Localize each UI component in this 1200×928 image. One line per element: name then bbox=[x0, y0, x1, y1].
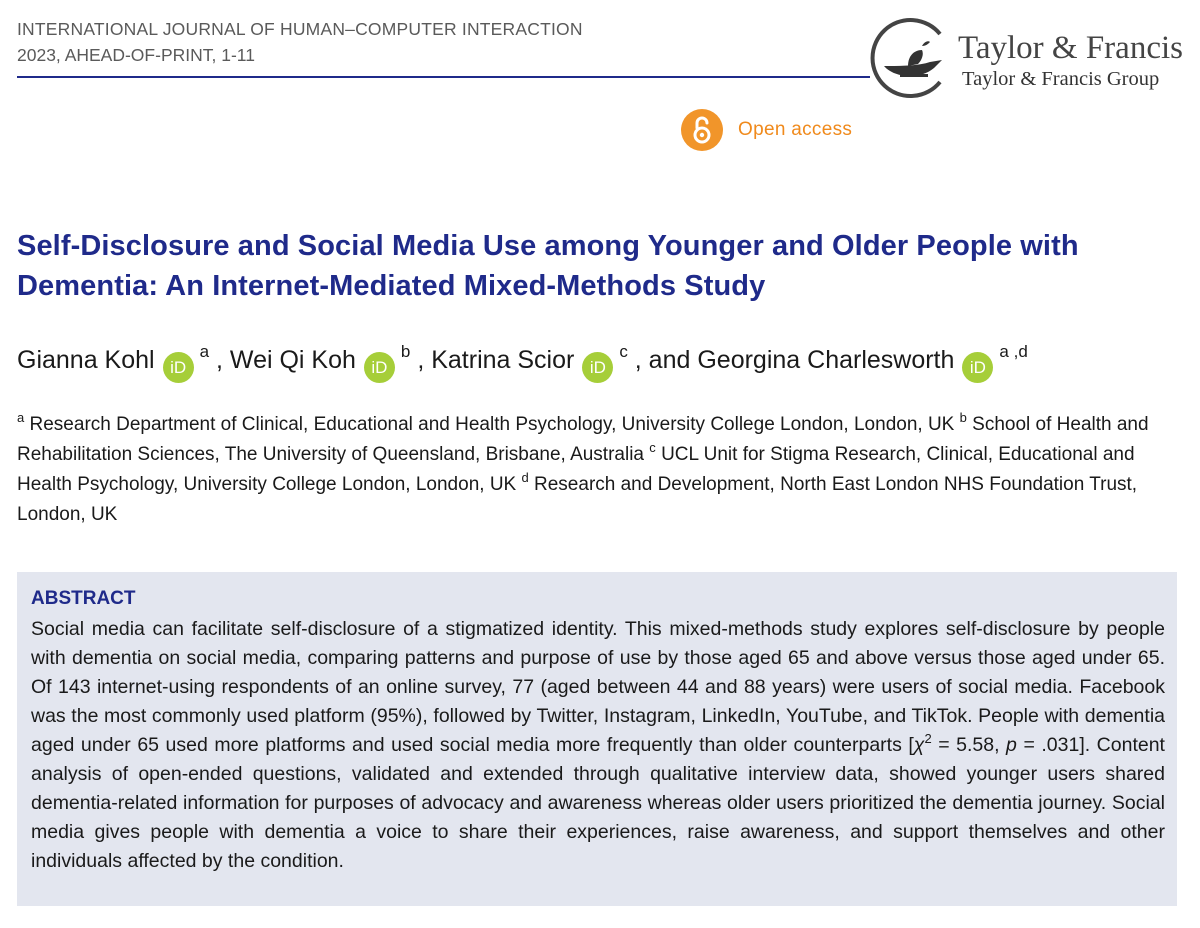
affiliation-text: Research Department of Clinical, Educational and Health Psychology, University College London, London, UK bbox=[29, 414, 955, 435]
orcid-icon[interactable]: iD bbox=[364, 352, 395, 383]
author-separator: , and bbox=[627, 346, 698, 374]
affiliation-mark: a bbox=[17, 410, 25, 425]
abstract-text-part: Social media can facilitate self-disclosure of a stigmatized identity. This mixed-methods study explores self-disclosure by people with dementia on social media, comparing patterns and purpose of use by those aged 65 and above versus those aged under 65. Of 143 internet-using respondents of an online survey, 77 (aged between 44 and 88 years) were users of social media. Facebook was the most commonly used platform (95%), followed by Twitter, Instagram, LinkedIn, YouTube, and TikTok. People with dementia aged under 65 used more platforms and used social media more frequently than older counterparts [ bbox=[31, 618, 1165, 756]
chi-square-value: = 5.58, bbox=[931, 734, 1007, 756]
affiliation-mark: d bbox=[521, 470, 529, 485]
author-list bbox=[17, 342, 1187, 383]
affiliations bbox=[17, 410, 1187, 530]
author-separator: , bbox=[209, 346, 230, 374]
journal-name: INTERNATIONAL JOURNAL OF HUMAN–COMPUTER INTERACTION bbox=[17, 19, 583, 39]
publisher-name: Taylor & Francis bbox=[958, 30, 1183, 66]
p-value: = .031 bbox=[1016, 734, 1080, 756]
chi-square-exponent: 2 bbox=[924, 731, 932, 746]
affiliation-text: UCL Unit for Stigma Research, Clinical, Educational and Health Psychology, University College London, London, UK bbox=[17, 444, 1135, 495]
publisher-group: Taylor & Francis Group bbox=[962, 68, 1160, 90]
affiliation-text: Research and Development, North East London NHS Foundation Trust, London, UK bbox=[17, 474, 1138, 525]
abstract-text bbox=[31, 615, 1165, 876]
affiliation-mark: b bbox=[959, 410, 967, 425]
author-name[interactable]: Georgina Charlesworth bbox=[697, 346, 955, 374]
publisher-block[interactable] bbox=[870, 16, 1190, 104]
affiliation-text: School of Health and Rehabilitation Sciences, The University of Queensland, Brisbane, Australia bbox=[17, 414, 1149, 465]
open-access-badge[interactable] bbox=[681, 109, 852, 151]
chi-square-symbol: χ bbox=[913, 734, 925, 756]
author-separator: , bbox=[410, 346, 432, 374]
author-name[interactable]: Gianna Kohl bbox=[17, 346, 155, 374]
header-rule bbox=[17, 76, 870, 78]
orcid-icon[interactable]: iD bbox=[962, 352, 993, 383]
open-access-label: Open access bbox=[738, 119, 853, 140]
taylor-francis-lamp-logo-icon bbox=[870, 16, 954, 100]
orcid-icon[interactable]: iD bbox=[582, 352, 613, 383]
article-title: Self-Disclosure and Social Media Use among Younger and Older People with Dementia: An Internet-Mediated Mixed-Methods Study bbox=[17, 230, 1079, 302]
open-access-lock-icon bbox=[681, 109, 723, 151]
journal-issue: 2023, AHEAD-OF-PRINT, 1-11 bbox=[17, 45, 255, 65]
p-symbol: p bbox=[1006, 734, 1017, 756]
journal-header bbox=[17, 17, 872, 67]
author-name[interactable]: Katrina Scior bbox=[431, 346, 575, 374]
abstract-text-part: ]. Content analysis of open-ended questions, validated and extended through qualitative interview data, showed younger users shared dementia-related information for purposes of advocacy and awareness whereas older users prioritized the dementia journey. Social media gives people with dementia a voice to share their experiences, raise awareness, and support themselves and other individuals affected by the condition. bbox=[31, 734, 1165, 872]
abstract-box bbox=[17, 572, 1177, 906]
author-affiliation-mark: a bbox=[199, 342, 210, 361]
orcid-icon[interactable]: iD bbox=[163, 352, 194, 383]
author-affiliation-mark: c bbox=[619, 342, 628, 361]
author-affiliation-mark: a ,d bbox=[999, 342, 1028, 361]
affiliation-mark: c bbox=[649, 440, 656, 455]
author-affiliation-mark: b bbox=[400, 342, 411, 361]
author-name[interactable]: Wei Qi Koh bbox=[229, 346, 356, 374]
abstract-heading: ABSTRACT bbox=[31, 588, 136, 609]
